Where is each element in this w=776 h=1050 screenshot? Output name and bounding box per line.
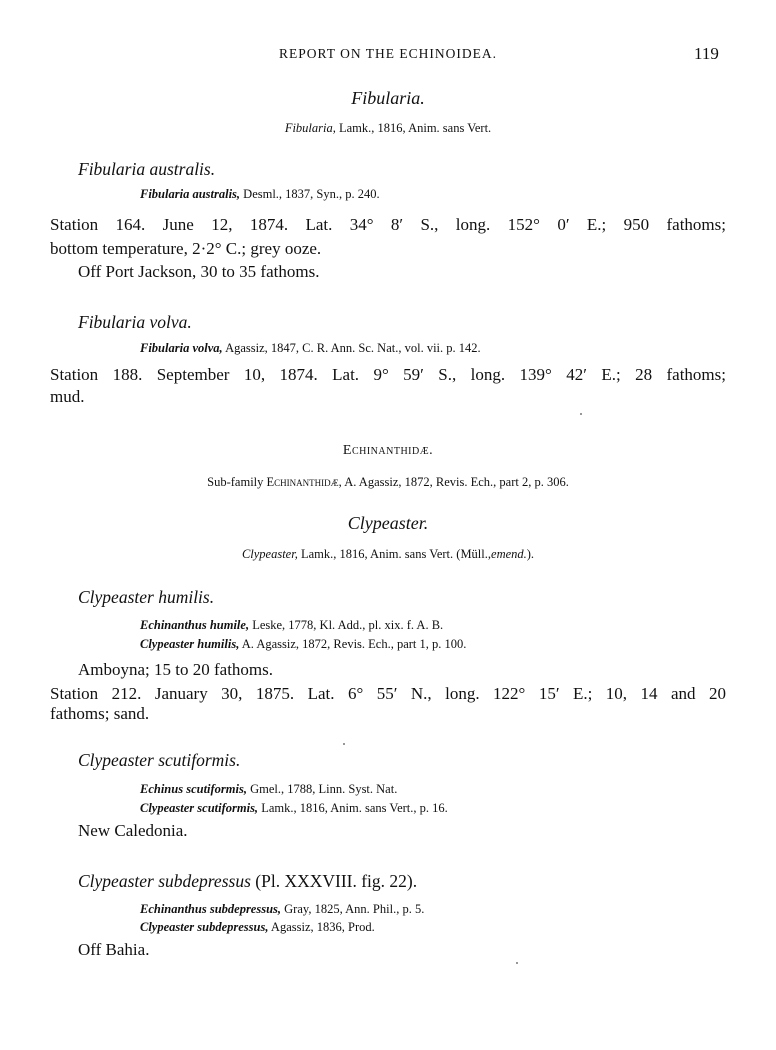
synonym-line	[140, 341, 481, 356]
synonym-citation: Leske, 1778, Kl. Add., pl. xix. f. A. B.	[252, 618, 444, 632]
synonym-name: Echinanthus subdepressus,	[140, 902, 282, 916]
genus-reference-clypeaster	[0, 547, 776, 562]
species-heading-clypeaster-humilis: Clypeaster humilis.	[78, 587, 215, 607]
synonym-line	[140, 801, 448, 816]
synonym-name: Fibularia australis,	[140, 187, 241, 201]
synonym-name: Clypeaster subdepressus,	[140, 920, 269, 934]
synonym-citation: A. Agassiz, 1872, Revis. Ech., part 1, p. 100.	[241, 637, 467, 651]
family-heading: Echinanthidæ.	[342, 443, 434, 458]
genus-reference-text: Lamk., 1816, Anim. sans Vert.	[338, 121, 492, 135]
print-speck	[516, 962, 518, 964]
species-name: Clypeaster subdepressus	[78, 871, 251, 891]
genus-reference-name: Fibularia,	[284, 121, 336, 135]
station-record-line: Station 164. June 12, 1874. Lat. 34° 8′ S., long. 152° 0′ E.; 950 fathoms;	[50, 215, 726, 234]
synonym-line	[140, 902, 424, 917]
genus-reference-text: Lamk., 1816, Anim. sans Vert. (Müll.,	[300, 547, 492, 561]
genus-heading-clypeaster: Clypeaster.	[347, 513, 429, 533]
synonym-line	[140, 782, 397, 797]
station-record-line: Station 212. January 30, 1875. Lat. 6° 55′ N., long. 122° 15′ E.; 10, 14 and 20	[50, 684, 726, 703]
locality-line: Off Bahia.	[78, 940, 150, 959]
subfamily-citation: A. Agassiz, 1872, Revis. Ech., part 2, p. 306.	[344, 475, 569, 489]
synonym-name: Echinus scutiformis,	[140, 782, 247, 796]
synonym-citation: Agassiz, 1836, Prod.	[270, 920, 375, 934]
subfamily-prefix: Sub-family	[207, 475, 264, 489]
synonym-line	[140, 637, 466, 652]
station-record-line: fathoms; sand.	[50, 704, 150, 723]
synonym-citation: Lamk., 1816, Anim. sans Vert., p. 16.	[261, 801, 448, 815]
page-number: 119	[694, 44, 719, 63]
genus-reference-fibularia	[0, 121, 776, 136]
synonym-citation: Gmel., 1788, Linn. Syst. Nat.	[250, 782, 398, 796]
locality-line: Amboyna; 15 to 20 fathoms.	[78, 660, 274, 679]
synonym-name: Clypeaster humilis,	[140, 637, 240, 651]
locality-line: Off Port Jackson, 30 to 35 fathoms.	[78, 262, 320, 281]
synonym-name: Echinanthus humile,	[140, 618, 250, 632]
synonym-line	[140, 618, 443, 633]
species-heading-fibularia-australis: Fibularia australis.	[78, 159, 216, 179]
station-record-line: mud.	[50, 387, 85, 406]
genus-reference-emend: emend.	[491, 547, 527, 561]
subfamily-reference	[0, 475, 776, 490]
plate-reference: (Pl. XXXVIII. fig. 22).	[255, 871, 418, 891]
species-heading-clypeaster-subdepressus	[78, 871, 417, 892]
synonym-name: Clypeaster scutiformis,	[140, 801, 259, 815]
station-record-line: bottom temperature, 2·2° C.; grey ooze.	[50, 239, 322, 258]
synonym-line	[140, 920, 375, 935]
synonym-name: Fibularia volva,	[140, 341, 223, 355]
print-speck	[580, 413, 582, 415]
synonym-citation: Desml., 1837, Syn., p. 240.	[243, 187, 380, 201]
station-record-line: Station 188. September 10, 1874. Lat. 9° 59′ S., long. 139° 42′ E.; 28 fathoms;	[50, 365, 726, 384]
synonym-line	[140, 187, 380, 202]
print-speck	[343, 743, 345, 745]
synonym-citation: Gray, 1825, Ann. Phil., p. 5.	[284, 902, 425, 916]
species-heading-fibularia-volva: Fibularia volva.	[78, 312, 192, 332]
genus-reference-name: Clypeaster,	[241, 547, 298, 561]
genus-heading-fibularia: Fibularia.	[351, 88, 425, 108]
subfamily-name: Echinanthidæ,	[266, 475, 342, 489]
locality-line: New Caledonia.	[78, 821, 188, 840]
genus-reference-close: ).	[526, 547, 535, 561]
running-head: REPORT ON THE ECHINOIDEA.	[279, 46, 497, 61]
synonym-citation: Agassiz, 1847, C. R. Ann. Sc. Nat., vol. vii. p. 142.	[225, 341, 481, 355]
species-heading-clypeaster-scutiformis: Clypeaster scutiformis.	[78, 750, 241, 770]
